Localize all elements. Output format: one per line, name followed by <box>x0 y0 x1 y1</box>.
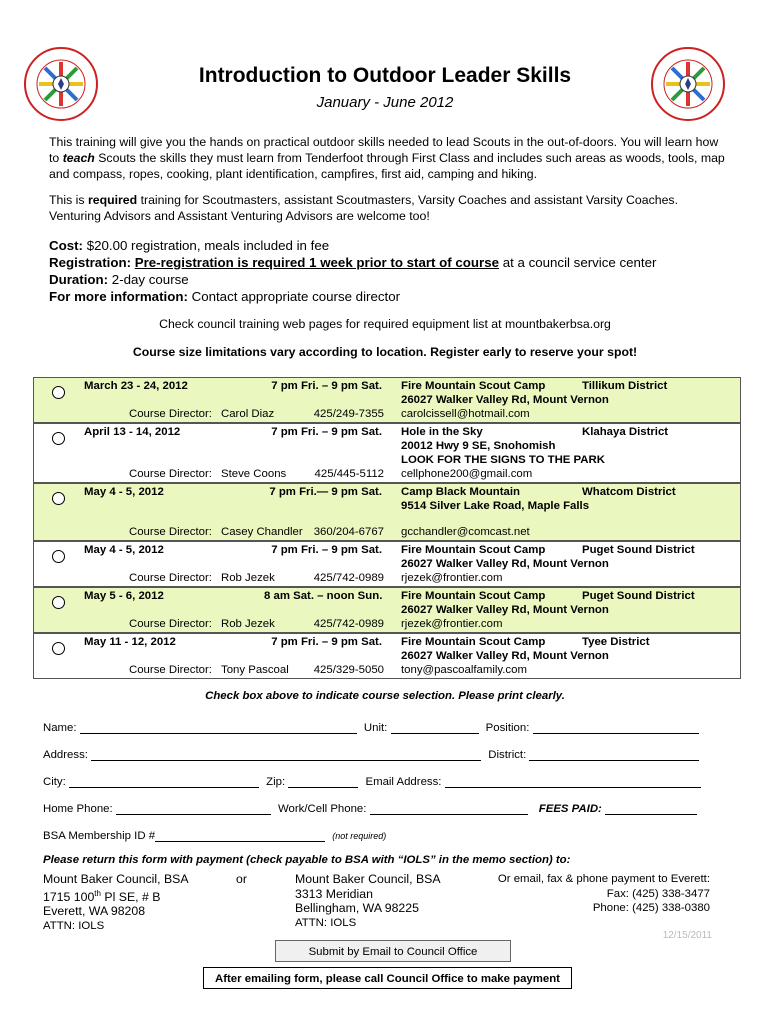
course-director-name: Carol Diaz <box>221 408 275 420</box>
course-select-radio[interactable] <box>52 596 65 609</box>
intro-paragraph: This training will give you the hands on practical outdoor skills needed to lead Scouts in the out-of-doors. You will learn how to teach Scouts the skills they must learn from Tenderfoot through First Class and includes such areas as woods, tools, map and compass, ropes, cooking, plant identification, campfires, first aid, camping and hiking. <box>49 135 725 181</box>
size-note: Course size limitations vary according to location. Register early to reserve your spot! <box>132 345 638 359</box>
duration-line: Duration: 2-day course <box>49 272 189 287</box>
course-location: Camp Black Mountain <box>401 486 520 498</box>
course-address: 26027 Walker Valley Rd, Mount Vernon <box>401 650 609 662</box>
after-email-note: After emailing form, please call Council Office to make payment <box>203 967 572 989</box>
course-date: April 13 - 14, 2012 <box>84 426 181 438</box>
course-time: 7 pm Fri. – 9 pm Sat. <box>271 426 382 438</box>
not-required-note: (not required) <box>332 831 387 841</box>
course-director-phone: 425/445-5112 <box>314 468 384 480</box>
course-director-label: Course Director: <box>129 526 212 538</box>
district-label: District: <box>488 749 527 761</box>
course-time: 7 pm Fri. – 9 pm Sat. <box>271 544 382 556</box>
email-field[interactable] <box>445 775 701 788</box>
course-director-name: Casey Chandler <box>221 526 303 538</box>
course-director-email: rjezek@frontier.com <box>401 572 503 584</box>
city-label: City: <box>43 776 66 788</box>
course-select-radio[interactable] <box>52 386 65 399</box>
course-date: March 23 - 24, 2012 <box>84 380 188 392</box>
course-district: Puget Sound District <box>582 544 695 556</box>
work-phone-label: Work/Cell Phone: <box>278 803 367 815</box>
course-row <box>33 633 741 679</box>
address-payment: Or email, fax & phone payment to Everett: Fax: (425) 338-3477 Phone: (425) 338-0380 <box>497 873 710 914</box>
course-address: 9514 Silver Lake Road, Maple Falls <box>401 500 590 512</box>
course-time: 7 pm Fri.— 9 pm Sat. <box>269 486 382 498</box>
course-time: 7 pm Fri. – 9 pm Sat. <box>271 636 382 648</box>
course-director-label: Course Director: <box>129 468 212 480</box>
course-row <box>33 483 741 541</box>
unit-field[interactable] <box>391 721 479 734</box>
course-address-extra: LOOK FOR THE SIGNS TO THE PARK <box>401 454 605 466</box>
email-label: Email Address: <box>365 776 442 788</box>
name-field[interactable] <box>80 721 357 734</box>
zip-label: Zip: <box>266 776 286 788</box>
course-row <box>33 587 741 633</box>
position-label: Position: <box>485 722 530 734</box>
course-director-phone: 360/204-6767 <box>313 526 384 538</box>
name-row <box>43 721 699 734</box>
course-director-email: carolcissell@hotmail.com <box>401 408 530 420</box>
or-label: or <box>236 872 247 886</box>
phone-row <box>43 802 697 815</box>
course-address: 20012 Hwy 9 SE, Snohomish <box>401 440 556 452</box>
address-field[interactable] <box>91 748 481 761</box>
course-director-email: rjezek@frontier.com <box>401 618 503 630</box>
course-time: 7 pm Fri. – 9 pm Sat. <box>271 380 382 392</box>
bsa-id-field[interactable] <box>155 829 325 842</box>
course-district: Tillikum District <box>582 380 668 392</box>
district-field[interactable] <box>529 748 699 761</box>
course-date: May 11 - 12, 2012 <box>84 636 176 648</box>
course-director-label: Course Director: <box>129 664 212 676</box>
position-field[interactable] <box>533 721 699 734</box>
name-label: Name: <box>43 722 77 734</box>
cost-line: Cost: $20.00 registration, meals included in fee <box>49 238 330 253</box>
course-director-label: Course Director: <box>129 572 212 584</box>
course-date: May 4 - 5, 2012 <box>84 486 164 498</box>
course-time: 8 am Sat. – noon Sun. <box>264 590 383 602</box>
course-select-radio[interactable] <box>52 432 65 445</box>
course-district: Whatcom District <box>582 486 676 498</box>
required-paragraph: This is required training for Scoutmasters, assistant Scoutmasters, Varsity Coaches and assistant Varsity Coaches. Venturing Advisors and Assistant Venturing Advisors are welcome too! <box>49 193 678 223</box>
home-phone-label: Home Phone: <box>43 803 113 815</box>
course-director-phone: 425/249-7355 <box>313 408 384 420</box>
course-row <box>33 541 741 587</box>
work-phone-field[interactable] <box>370 802 528 815</box>
course-select-radio[interactable] <box>52 550 65 563</box>
page-title: Introduction to Outdoor Leader Skills <box>198 64 572 87</box>
submit-email-button[interactable]: Submit by Email to Council Office <box>275 940 511 962</box>
city-row <box>43 775 701 788</box>
course-director-email: gcchandler@comcast.net <box>401 526 530 538</box>
course-director-phone: 425/742-0989 <box>313 618 384 630</box>
bsa-id-row <box>43 829 386 842</box>
address-label: Address: <box>43 749 88 761</box>
course-address: 26027 Walker Valley Rd, Mount Vernon <box>401 558 609 570</box>
date-stamp: 12/15/2011 <box>662 930 712 941</box>
fees-paid-field[interactable] <box>605 802 697 815</box>
course-director-phone: 425/742-0989 <box>313 572 384 584</box>
more-info-line: For more information: Contact appropriate course director <box>49 289 401 304</box>
course-row <box>33 423 741 483</box>
course-director-name: Rob Jezek <box>221 572 275 584</box>
fees-paid-label: FEES PAID: <box>538 803 602 815</box>
page-subtitle: January - June 2012 <box>316 94 454 111</box>
home-phone-field[interactable] <box>116 802 271 815</box>
registration-line: Registration: Pre-registration is required 1 week prior to start of course at a council service center <box>49 255 657 270</box>
course-director-label: Course Director: <box>129 408 212 420</box>
course-district: Tyee District <box>582 636 650 648</box>
address-bellingham: Mount Baker Council, BSA 3313 Meridian Bellingham, WA 98225 ATTN: IOLS <box>295 872 441 929</box>
city-field[interactable] <box>69 775 259 788</box>
course-director-name: Rob Jezek <box>221 618 275 630</box>
return-note: Please return this form with payment (check payable to BSA with “IOLS” in the memo section) to: <box>43 854 571 866</box>
course-director-email: cellphone200@gmail.com <box>401 468 533 480</box>
course-location: Fire Mountain Scout Camp <box>401 636 546 648</box>
course-district: Klahaya District <box>582 426 669 438</box>
course-select-radio[interactable] <box>52 492 65 505</box>
course-select-radio[interactable] <box>52 642 65 655</box>
course-director-phone: 425/329-5050 <box>313 664 384 676</box>
course-director-name: Tony Pascoal <box>221 664 289 676</box>
address-row <box>43 748 699 761</box>
check-note: Check box above to indicate course selection. Please print clearly. <box>205 690 565 702</box>
bsa-id-label: BSA Membership ID # <box>43 830 156 842</box>
course-row <box>33 377 741 423</box>
equipment-note: Check council training web pages for required equipment list at mountbakerbsa.org <box>159 317 611 331</box>
course-director-name: Steve Coons <box>221 468 287 480</box>
course-location: Fire Mountain Scout Camp <box>401 544 546 556</box>
course-location: Fire Mountain Scout Camp <box>401 380 546 392</box>
course-district: Puget Sound District <box>582 590 695 602</box>
zip-field[interactable] <box>288 775 358 788</box>
course-date: May 4 - 5, 2012 <box>84 544 164 556</box>
unit-label: Unit: <box>363 722 388 734</box>
course-location: Hole in the Sky <box>401 426 483 438</box>
course-director-label: Course Director: <box>129 618 212 630</box>
course-director-email: tony@pascoalfamily.com <box>401 664 527 676</box>
course-address: 26027 Walker Valley Rd, Mount Vernon <box>401 604 609 616</box>
course-address: 26027 Walker Valley Rd, Mount Vernon <box>401 394 609 406</box>
address-everett: Mount Baker Council, BSA 1715 100th Pl SE, # B Everett, WA 98208 ATTN: IOLS <box>43 872 189 932</box>
course-date: May 5 - 6, 2012 <box>84 590 164 602</box>
course-location: Fire Mountain Scout Camp <box>401 590 546 602</box>
